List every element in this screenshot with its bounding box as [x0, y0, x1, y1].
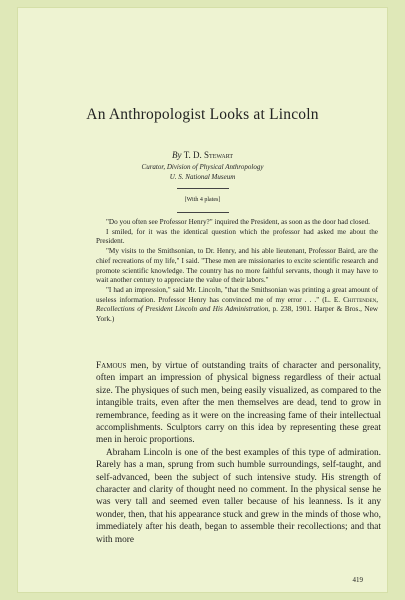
page-number: 419: [352, 576, 363, 584]
article-body: [96, 360, 381, 546]
citation-book: Recollections of President Lincoln and His Administration: [96, 305, 269, 314]
divider-rule-bottom: [177, 212, 229, 213]
article-title: An Anthropologist Looks at Lincoln: [86, 106, 319, 123]
author-name: T. D. Stewart: [183, 150, 234, 160]
body-paragraph-2: Abraham Lincoln is one of the best examples of this type of admiration. Rarely has a man, sprung from such humble surroundings, self-taught, and self-advanced, been the subject of such intensive study. His strength of character and clarity of thought need no comment. In the physical sense he was very tall and seemed even taller because of his leanness. Is it any wonder, then, that his appearance stuck and grew in the minds of those who, immediately after his death, began to assemble their recollections; and that with more: [96, 447, 381, 545]
author-affiliation-2: U. S. National Museum: [169, 173, 236, 181]
epigraph-paragraph-2: I smiled, for it was the identical question which the professor had asked me about the President.: [96, 227, 378, 246]
epigraph: [96, 218, 378, 325]
divider-rule-top: [177, 188, 229, 189]
epigraph-paragraph-3: "My visits to the Smithsonian, to Dr. Henry, and his able lieutenant, Professor Baird, are the chief recreations of my life," I said. "These men are missionaries to excite scientific research and promote scientific knowledge. The country has no more faithful servants, though it may have to wait another century to appreciate the value of their labors.": [96, 247, 378, 285]
epigraph-paragraph-1: "Do you often see Professor Henry?" inquired the President, as soon as the door had closed.: [106, 218, 370, 226]
author-affiliation-1: Curator, Division of Physical Anthropology: [141, 163, 264, 171]
citation-author: L. E. Chittenden: [324, 295, 377, 304]
epigraph-p4-text: "I had an impression," said Mr. Lincoln, "that the Smithsonian was printing a great amount of useless information. Professor Henry has convinced me of my error . . ." (: [96, 285, 378, 304]
epigraph-paragraph-4: [96, 286, 378, 325]
body-paragraph-1: [96, 360, 381, 447]
citation-comma: ,: [376, 295, 378, 304]
body-p1-rest: men, by virtue of outstanding traits of character and personality, often impart an impression of physical bigness regardless of their actual size. The physiques of such men, being easily visualized, as compared to the intangible traits, even after the men themselves are dead, tend to grow in remembrance, feeding as it were on the increasing fame of their intellectual accomplishments. Sculptors carry on this idea by representing these great men in heroic proportions.: [96, 361, 381, 446]
author-prefix: By: [171, 150, 182, 160]
body-lead-word: Famous: [96, 361, 127, 371]
plates-note: [With 4 plates]: [184, 197, 221, 203]
citation-end: , p. 238, 1901. Harper & Bros., New York.): [96, 305, 378, 324]
document-page: [18, 8, 387, 592]
author-line: [18, 150, 387, 160]
